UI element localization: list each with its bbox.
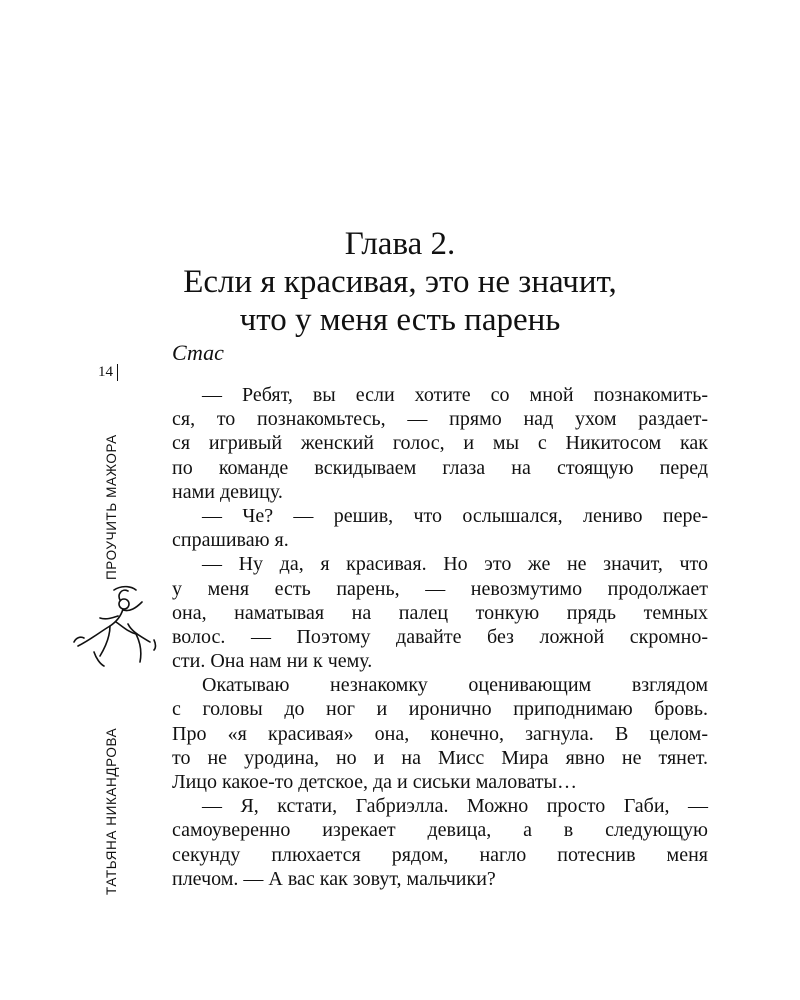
text-line: секунду плюхается рядом, нагло потеснив меня (172, 843, 708, 866)
text-line: Окатываю незнакомку оценивающим взглядом (202, 674, 708, 697)
chapter-heading (150, 225, 650, 339)
text-line: сти. Она нам ни к чему. (172, 650, 373, 673)
text-line: с головы до ног и иронично приподнимаю бровь. (172, 698, 708, 721)
text-line: у меня есть парень, — невозмутимо продолжает (172, 577, 708, 600)
text-line: ся, то познакомьтесь, — прямо над ухом раздает- (172, 408, 708, 431)
text-line: самоуверенно изрекает девица, а в следующую (172, 819, 708, 842)
text-line: — Ну да, я красивая. Но это же не значит, что (202, 553, 708, 576)
text-line: — Я, кстати, Габриэлла. Можно просто Габи, — (202, 795, 708, 818)
text-line: волос. — Поэтому давайте без ложной скромно- (172, 625, 708, 648)
text-line: по команде вскидываем глаза на стоящую перед (172, 456, 708, 479)
page-number: 14 (98, 364, 118, 381)
chapter-number: Глава 2. (344, 226, 456, 262)
running-figure-icon (70, 580, 162, 672)
running-author-name: ТАТЬЯНА НИКАНДРОВА (104, 727, 119, 895)
running-book-title: ПРОУЧИТЬ МАЖОРА (104, 434, 119, 580)
text-line: Про «я красивая» она, конечно, загнула. В целом- (172, 722, 708, 745)
text-line: — Ребят, вы если хотите со мной познакомить- (202, 384, 708, 406)
narrator-name: Стас (172, 340, 224, 365)
text-line: спрашиваю я. (172, 529, 289, 552)
body-text (172, 383, 708, 891)
text-line: — Че? — решив, что ослышался, лениво пере- (202, 504, 708, 527)
text-line: плечом. — А вас как зовут, мальчики? (172, 867, 496, 890)
text-line: Лицо какое-то детское, да и сиськи маловаты… (172, 771, 577, 793)
chapter-title-line-2: что у меня есть парень (239, 302, 561, 338)
text-line: она, наматывая на палец тонкую прядь темных (172, 601, 708, 624)
text-line: то не уродина, но и на Мисс Мира явно не тянет. (172, 746, 708, 769)
text-line: нами девицу. (172, 480, 283, 503)
text-line: ся игривый женский голос, и мы с Никитосом как (172, 432, 708, 455)
chapter-title-line-1: Если я красивая, это не значит, (183, 264, 617, 300)
